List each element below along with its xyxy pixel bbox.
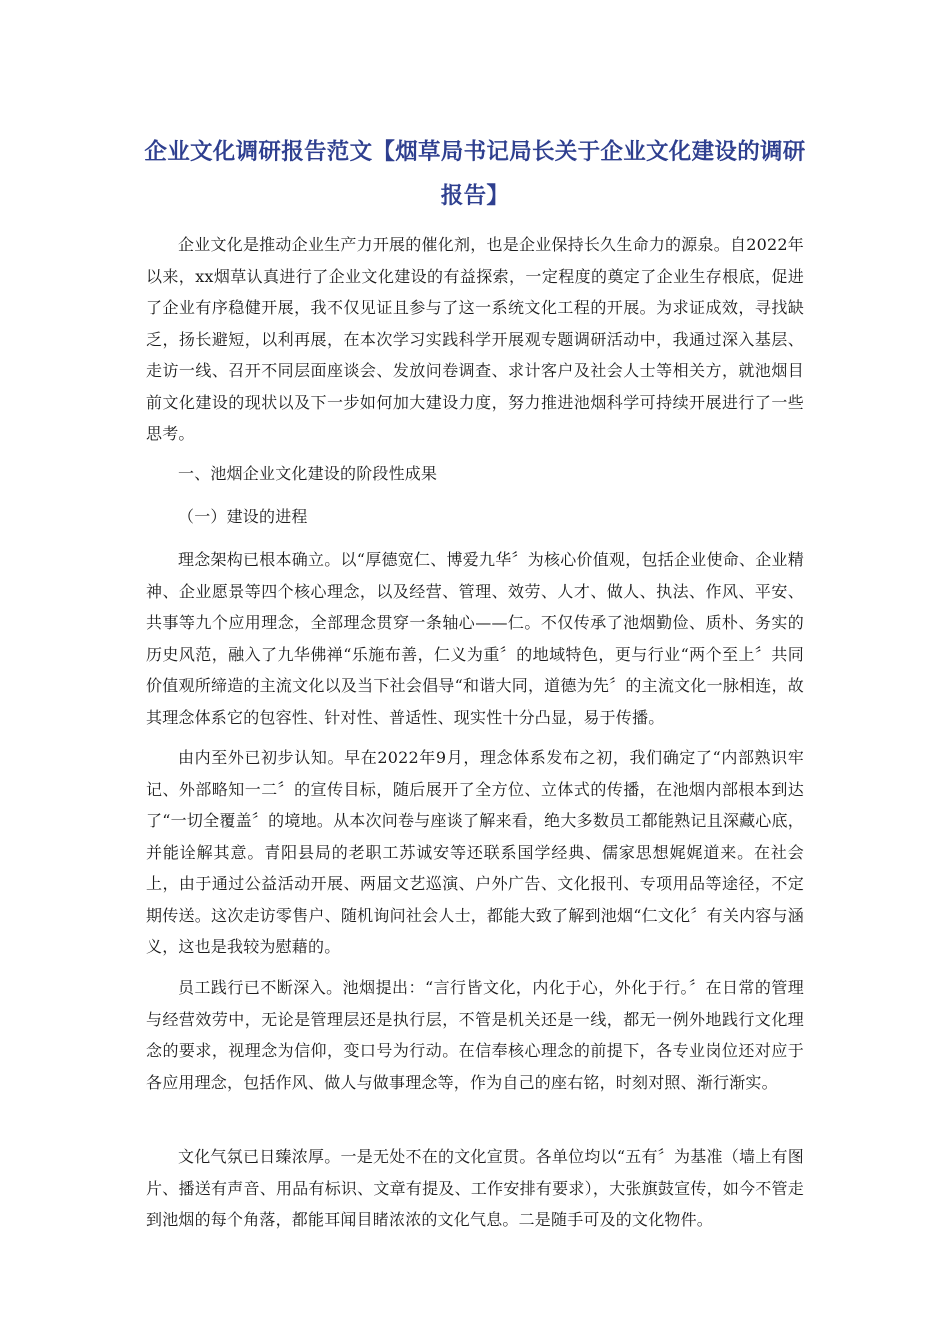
paragraph: 文化气氛已日臻浓厚。一是无处不在的文化宣贯。各单位均以“五有〞为基准（墙上有图片、播送有声音、用品有标识、文章有提及、工作安排有要求），大张旗鼓宣传，如今不管走到池烟的每个角落，都能耳闻目睹浓浓的文化气息。二是随手可及的文化物件。 — [146, 1147, 804, 1229]
section-heading: 一、池烟企业文化建设的阶段性成果 — [178, 464, 438, 483]
subsection-heading: （一）建设的进程 — [178, 507, 308, 526]
paragraph: 由内至外已初步认知。早在2022年9月，理念体系发布之初，我们确定了“内部熟识牢记、外部略知一二〞的宣传目标，随后展开了全方位、立体式的传播，在池烟内部根本到达了“一切全覆盖〞的境地。从本次问卷与座谈了解来看，绝大多数员工都能熟记且深藏心底，并能诠解其意。青阳县局的老职工苏诚安等还联系国学经典、儒家思想娓娓道来。在社会上，由于通过公益活动开展、两届文艺巡演、户外广告、文化报刊、专项用品等途径，不定期传送。这次走访零售户、随机询问社会人士，都能大致了解到池烟“仁文化〞有关内容与涵义，这也是我较为慰藉的。 — [146, 748, 804, 956]
paragraph-practice — [146, 972, 804, 1098]
section-heading-1 — [146, 458, 804, 490]
paragraph: 员工践行已不断深入。池烟提出：“言行皆文化，内化于心，外化于行。〞在日常的管理与经营效劳中，无论是管理层还是执行层，不管是机关还是一线，都无一例外地践行文化理念的要求，视理念为信仰，变口号为行动。在信奉核心理念的前提下，各专业岗位还对应于各应用理念，包括作风、做人与做事理念等，作为自己的座右铭，时刻对照、渐行渐实。 — [146, 978, 804, 1092]
paragraph-awareness — [146, 742, 804, 963]
document-title: 企业文化调研报告范文【烟草局书记局长关于企业文化建设的调研报告】 — [144, 139, 806, 209]
subsection-heading-1 — [146, 501, 804, 533]
intro-paragraph — [146, 229, 804, 450]
paragraph-atmosphere — [146, 1141, 804, 1236]
paragraph: 理念架构已根本确立。以“厚德宽仁、博爱九华〞为核心价值观，包括企业使命、企业精神、企业愿景等四个核心理念，以及经营、管理、效劳、人才、做人、执法、作风、平安、共事等九个应用理念，全部理念贯穿一条轴心——仁。不仅传承了池烟勤俭、质朴、务实的历史风范，融入了九华佛禅“乐施布善，仁义为重〞的地域特色，更与行业“两个至上〞共同价值观所缔造的主流文化以及当下社会倡导“和谐大同，道德为先〞的主流文化一脉相连，故其理念体系它的包容性、针对性、普适性、现实性十分凸显，易于传播。 — [146, 550, 804, 727]
paragraph-concept-framework — [146, 544, 804, 733]
paragraph: 企业文化是推动企业生产力开展的催化剂，也是企业保持长久生命力的源泉。自2022年以来，xx烟草认真进行了企业文化建设的有益探索，一定程度的奠定了企业生存根底，促进了企业有序稳健开展，我不仅见证且参与了这一系统文化工程的开展。为求证成效，寻找缺乏，扬长避短，以利再展，在本次学习实践科学开展观专题调研活动中，我通过深入基层、走访一线、召开不同层面座谈会、发放问卷调查、求计客户及社会人士等相关方，就池烟目前文化建设的现状以及下一步如何加大建设力度，努力推进池烟科学可持续开展进行了一些思考。 — [146, 235, 804, 443]
